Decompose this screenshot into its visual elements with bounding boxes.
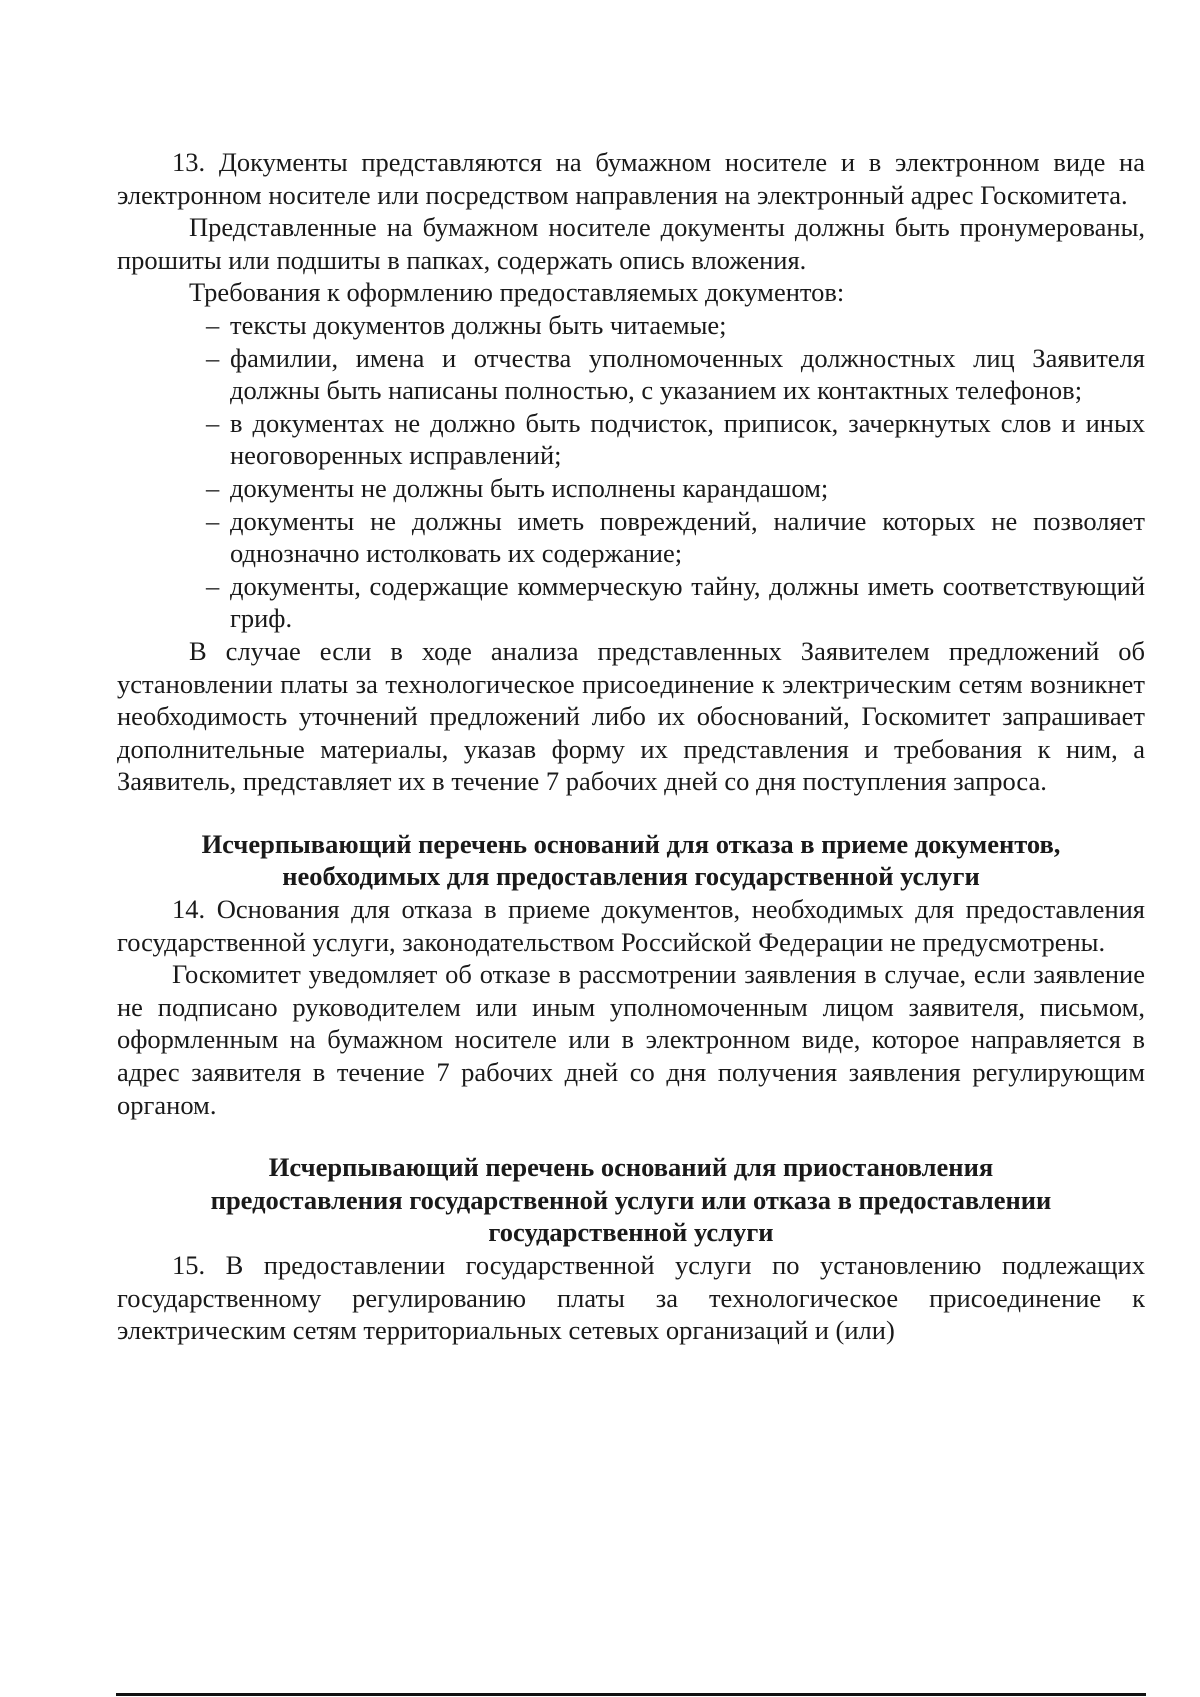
document-page: [117, 146, 1145, 1347]
paragraph-14-notification: Госкомитет уведомляет об отказе в рассмотрении заявления в случае, если заявление не подписано руководителем или иным уполномоченным лицом заявителя, письмом, оформленным на бумажном носителе или в электронном виде, которое направляется в адрес заявителя в течение 7 рабочих дней со дня получения заявления регулирующим органом.: [117, 959, 1145, 1120]
paragraph-14: 14. Основания для отказа в приеме документов, необходимых для предоставления государственной услуги, законодательством Российской Федерации не предусмотрены.: [117, 894, 1145, 957]
section-15-heading-line-3: государственной услуги: [488, 1217, 774, 1248]
requirements-list: [117, 309, 1145, 635]
section-14-heading-line-2: необходимых для предоставления государственной услуги: [282, 861, 980, 892]
paragraph-13-paper-docs: Представленные на бумажном носителе документы должны быть пронумерованы, прошиты или подшиты в папках, содержать опись вложения.: [117, 212, 1145, 275]
section-15-heading-line-2: предоставления государственной услуги или отказа в предоставлении: [210, 1184, 1052, 1215]
list-item: – в документах не должно быть подчисток, приписок, зачеркнутых слов и иных неоговоренных исправлений;: [206, 407, 1145, 472]
paragraph-15: 15. В предоставлении государственной услуги по установлению подлежащих государственному регулированию платы за технологическое присоединение к электрическим сетям территориальных сетевых организаций и (или): [117, 1250, 1145, 1346]
paragraph-13-clarifications: В случае если в ходе анализа представленных Заявителем предложений об установлении платы за технологическое присоединение к электрическим сетям возникнет необходимость уточнений предложений либо их обоснований, Госкомитет запрашивает дополнительные материалы, указав форму их представления и требования к ним, а Заявитель, представляет их в течение 7 рабочих дней со дня поступления запроса.: [117, 635, 1145, 797]
section-15-heading-line-1: Исчерпывающий перечень оснований для приостановления: [268, 1152, 994, 1183]
list-item: – фамилии, имена и отчества уполномоченных должностных лиц Заявителя должны быть написаны полностью, с указанием их контактных телефонов;: [206, 342, 1145, 407]
list-item: – документы не должны иметь повреждений, наличие которых не позволяет однозначно истолковать их содержание;: [206, 505, 1145, 570]
list-item: – документы, содержащие коммерческую тайну, должны иметь соответствующий гриф.: [206, 570, 1145, 635]
paragraph-13: 13. Документы представляются на бумажном носителе и в электронном виде на электронном носителе или посредством направления на электронный адрес Госкомитета.: [117, 147, 1145, 210]
list-item: – тексты документов должны быть читаемые;: [206, 309, 1145, 342]
section-14-heading-line-1: Исчерпывающий перечень оснований для отказа в приеме документов,: [201, 828, 1061, 859]
footer-divider: [116, 1693, 1146, 1696]
list-item: – документы не должны быть исполнены карандашом;: [206, 472, 1145, 505]
paragraph-13-requirements-intro: Требования к оформлению предоставляемых документов:: [189, 277, 845, 308]
